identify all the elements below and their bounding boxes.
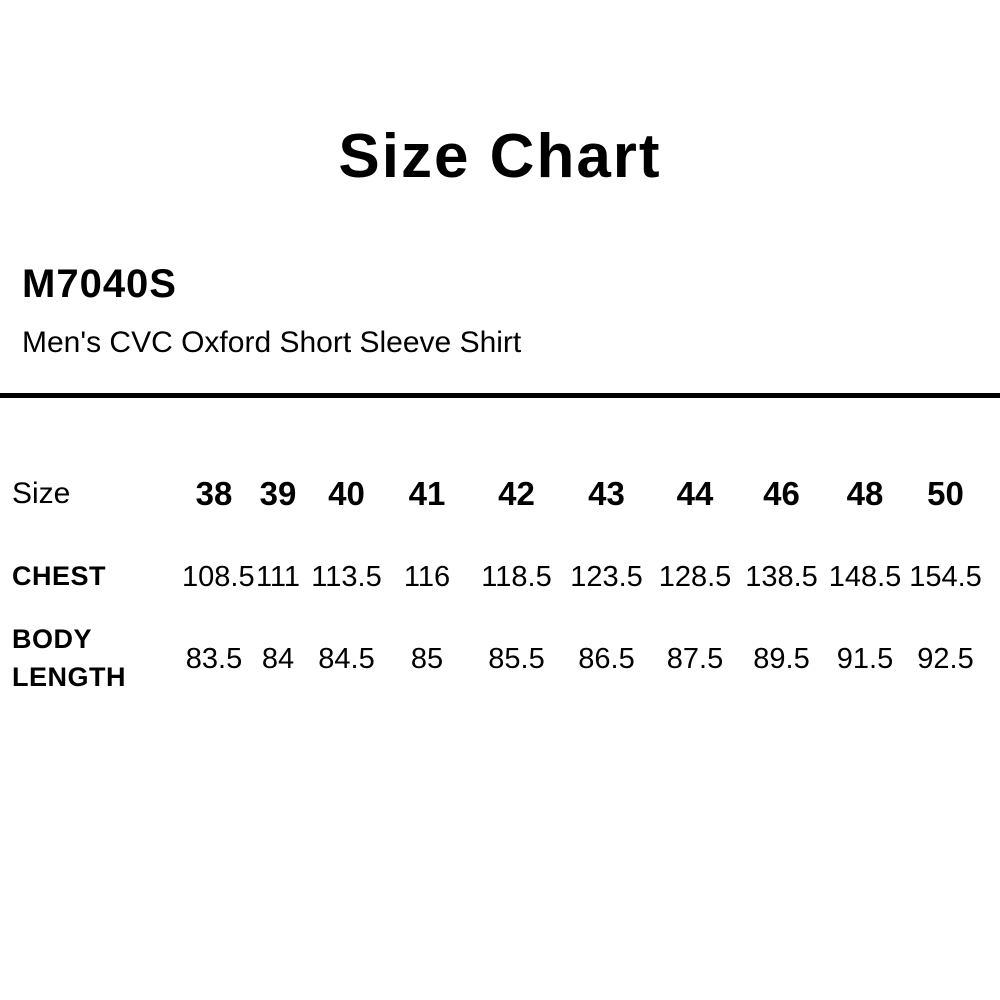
chest-cell: 154.5 [909,560,982,593]
row-label-body-length: BODY LENGTH [12,624,126,692]
size-cell: 42 [498,475,535,512]
body-length-cell: 86.5 [578,642,635,675]
table-row-size [12,455,985,533]
chest-cell: 113.5 [311,560,382,593]
size-cell: 41 [408,475,446,512]
size-cell: 43 [588,475,625,512]
table-row-body-length [12,621,985,697]
chest-cell: 123.5 [570,560,643,593]
product-code: M7040S [22,262,177,306]
chest-cell: 111 [255,560,301,593]
chest-cell: 128.5 [658,560,732,593]
chest-cell: 148.5 [828,560,902,593]
body-length-cell: 91.5 [836,642,894,675]
size-cell: 50 [927,475,964,512]
product-info [22,264,1000,359]
body-length-cell: 84.5 [318,642,375,675]
row-label-size: Size [12,477,71,510]
chest-cell: 118.5 [481,560,552,593]
size-cell: 44 [676,475,714,512]
chest-cell: 108.5 [182,560,255,593]
size-cell: 48 [846,475,884,512]
row-label-chest: CHEST [12,561,107,592]
product-name: Men's CVC Oxford Short Sleeve Shirt [22,326,522,359]
chest-cell: 116 [403,560,451,593]
page-title: Size Chart [338,122,662,191]
body-length-cell: 89.5 [753,642,810,675]
body-length-cell: 85.5 [488,642,545,675]
size-cell: 40 [328,475,365,512]
body-length-cell: 83.5 [185,642,243,675]
divider-rule [0,393,1000,398]
body-length-cell: 85 [410,642,444,675]
table-row-chest [12,533,985,621]
size-chart-table [12,455,985,697]
size-cell: 38 [195,475,233,512]
body-length-cell: 84 [261,642,295,675]
size-cell: 46 [763,475,800,512]
chest-cell: 138.5 [745,560,818,593]
body-length-cell: 92.5 [917,642,974,675]
size-cell: 39 [259,475,297,512]
body-length-cell: 87.5 [666,642,724,675]
